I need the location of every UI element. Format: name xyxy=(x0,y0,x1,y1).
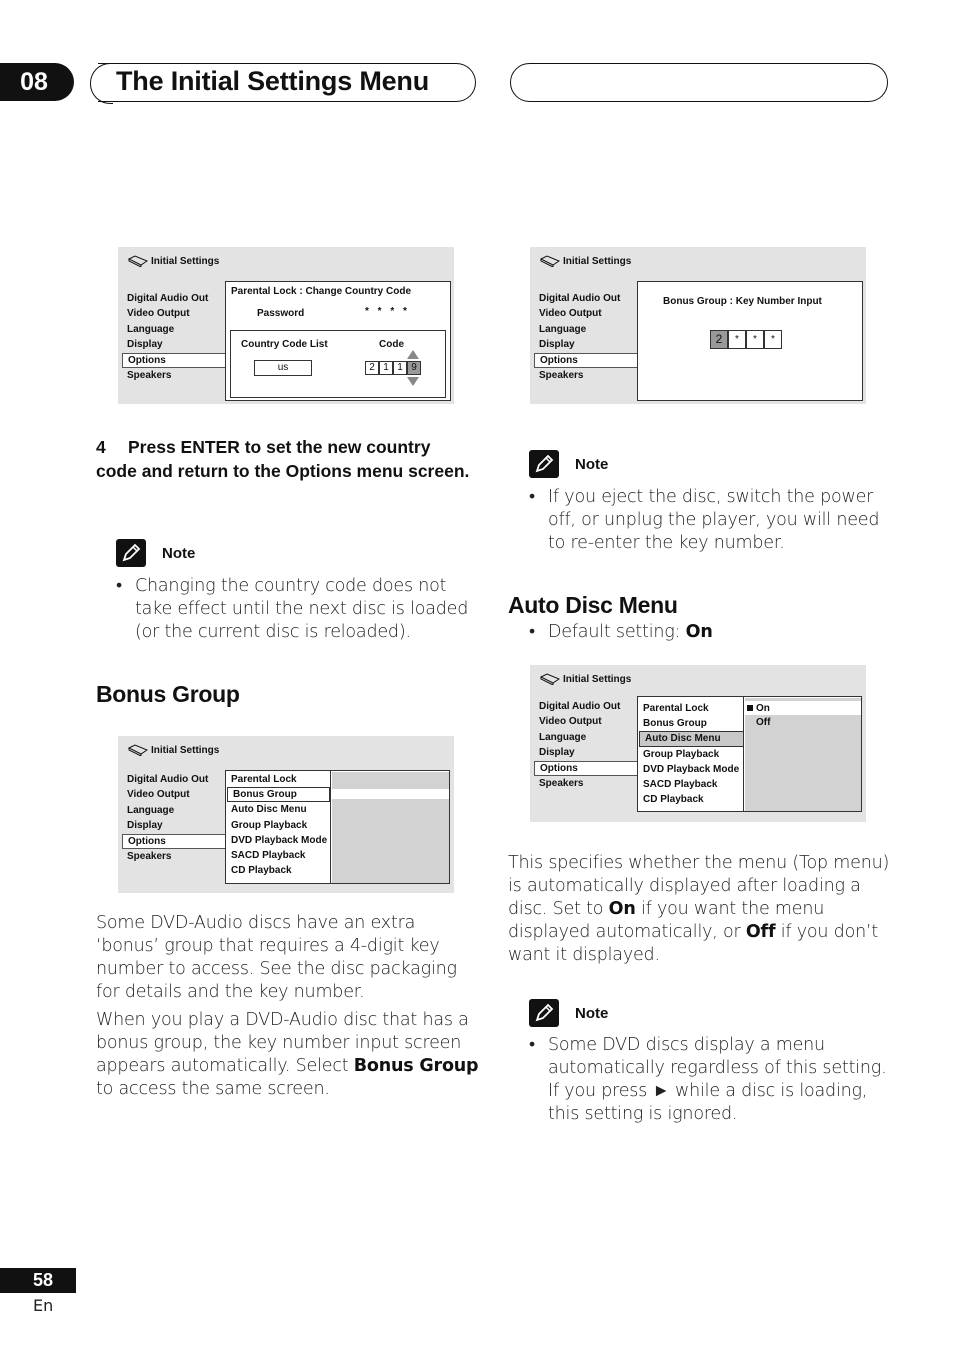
dialog-heading: Bonus Group : Key Number Input xyxy=(663,296,822,307)
submenu-item-selected[interactable]: Auto Disc Menu xyxy=(639,731,744,746)
menu-item[interactable]: Display xyxy=(127,820,163,832)
menu-item[interactable]: Digital Audio Out xyxy=(539,293,621,304)
disc-icon xyxy=(540,255,560,267)
panel-title: Initial Settings xyxy=(128,255,219,267)
key-number-dialog xyxy=(637,281,863,401)
bonus-group-paragraph-1: Some DVD-Audio discs have an extra ‘bonus’ group that requires a 4-digit key number to access. See the disc packaging for details and the key number. xyxy=(96,913,457,1002)
menu-item[interactable]: Speakers xyxy=(127,850,172,862)
disc-icon xyxy=(540,673,560,685)
options-submenu xyxy=(225,770,331,884)
default-setting: • Default setting: On xyxy=(529,622,713,642)
settings-menu xyxy=(122,291,226,383)
dialog-heading: Parental Lock : Change Country Code xyxy=(231,286,412,297)
menu-item[interactable]: Digital Audio Out xyxy=(127,293,209,304)
submenu-item[interactable]: Bonus Group xyxy=(643,718,707,730)
menu-item[interactable]: Digital Audio Out xyxy=(127,774,209,785)
options-value-panel xyxy=(330,770,450,884)
submenu-item[interactable]: SACD Playback xyxy=(643,778,718,790)
code-label: Code xyxy=(379,339,404,350)
menu-item[interactable]: Digital Audio Out xyxy=(539,701,621,712)
key-digit[interactable]: * xyxy=(746,330,764,349)
country-code-box xyxy=(230,330,446,398)
submenu-item[interactable]: SACD Playback xyxy=(231,849,306,861)
play-icon: ► xyxy=(652,1081,670,1101)
menu-item-selected[interactable]: Options xyxy=(122,353,226,368)
key-digit[interactable]: * xyxy=(764,330,782,349)
note-1-header: Note xyxy=(116,539,195,567)
menu-item[interactable]: Speakers xyxy=(127,369,172,381)
note-2-header: Note xyxy=(529,450,608,478)
note-1-bullet: • Changing the country code does not take effect until the next disc is loaded (or the current disc is reloaded). xyxy=(116,576,469,642)
submenu-item[interactable]: DVD Playback Mode xyxy=(643,763,740,775)
page-number: 58 xyxy=(0,1268,76,1293)
pencil-icon xyxy=(529,999,559,1027)
selected-square-icon xyxy=(747,705,753,711)
auto-disc-menu-heading: Auto Disc Menu xyxy=(508,592,678,618)
note-3-header: Note xyxy=(529,999,608,1027)
chapter-number: 08 xyxy=(20,67,48,96)
submenu-item[interactable]: Group Playback xyxy=(231,819,308,831)
options-value-panel xyxy=(743,696,862,812)
pencil-icon xyxy=(116,539,146,567)
pencil-icon xyxy=(529,450,559,478)
password-mask: * * * * xyxy=(365,306,410,317)
country-select[interactable]: us xyxy=(254,360,312,376)
menu-item[interactable]: Language xyxy=(127,323,175,335)
submenu-item[interactable]: CD Playback xyxy=(643,794,704,806)
code-digit[interactable]: 1 xyxy=(393,361,407,375)
panel-title: Initial Settings xyxy=(540,255,631,267)
submenu-item[interactable]: Parental Lock xyxy=(231,774,297,785)
note-3-bullet: • Some DVD discs display a menu automatically regardless of this setting. If you press ► while a disc is loading, this setting is ignored. xyxy=(529,1035,887,1124)
menu-item[interactable]: Video Output xyxy=(539,308,602,320)
disc-icon xyxy=(128,744,148,756)
submenu-item[interactable]: Auto Disc Menu xyxy=(231,804,307,816)
panel-title: Initial Settings xyxy=(540,673,631,685)
chapter-badge xyxy=(0,63,74,101)
highlight-bar xyxy=(331,789,449,799)
step-text: Press ENTER to set the new country code and return to the Options menu screen. xyxy=(96,437,470,481)
settings-menu xyxy=(534,699,638,791)
key-digit[interactable]: * xyxy=(728,330,746,349)
menu-item[interactable]: Display xyxy=(127,339,163,351)
password-label: Password xyxy=(257,308,305,319)
auto-disc-paragraph: This specifies whether the menu (Top menu) is automatically displayed after loading a disc. Set to On if you want the menu displayed automatically, or Off if you don’t want it displayed. xyxy=(508,853,890,965)
menu-item[interactable]: Video Output xyxy=(539,716,602,728)
country-list-label: Country Code List xyxy=(241,339,328,350)
menu-item[interactable]: Language xyxy=(127,804,175,816)
submenu-item-selected[interactable]: Bonus Group xyxy=(227,787,330,802)
code-digit-active[interactable]: 9 xyxy=(407,361,421,375)
settings-menu xyxy=(534,291,638,383)
page-title: The Initial Settings Menu xyxy=(116,66,430,96)
country-code-dialog xyxy=(225,281,451,401)
header-empty-frame xyxy=(510,63,888,102)
menu-item[interactable]: Display xyxy=(539,339,575,351)
screen-bonus-group xyxy=(118,736,454,893)
key-digits xyxy=(710,330,782,349)
disc-icon xyxy=(128,255,148,267)
menu-item[interactable]: Video Output xyxy=(127,308,190,320)
submenu-item[interactable]: CD Playback xyxy=(231,865,292,877)
submenu-item[interactable]: DVD Playback Mode xyxy=(231,834,328,846)
step-number: 4 xyxy=(96,437,106,457)
submenu-item[interactable]: Parental Lock xyxy=(643,703,709,714)
options-submenu xyxy=(637,696,745,812)
option-on[interactable]: On xyxy=(744,701,861,715)
settings-menu xyxy=(122,772,226,864)
bonus-group-heading: Bonus Group xyxy=(96,681,240,707)
menu-item[interactable]: Language xyxy=(539,731,587,743)
note-2-bullet: • If you eject the disc, switch the power off, or unplug the player, you will need to re-enter the key number. xyxy=(529,487,880,553)
panel-title: Initial Settings xyxy=(128,744,219,756)
code-digit[interactable]: 1 xyxy=(379,361,393,375)
screen-auto-disc-menu xyxy=(530,665,866,822)
menu-item-selected[interactable]: Options xyxy=(534,761,638,776)
screen-change-country-code xyxy=(118,247,454,404)
submenu-item[interactable]: Group Playback xyxy=(643,748,720,760)
menu-item[interactable]: Speakers xyxy=(539,777,584,789)
step-4 xyxy=(96,436,476,483)
menu-item[interactable]: Video Output xyxy=(127,789,190,801)
code-digit[interactable]: 2 xyxy=(365,361,379,375)
up-down-arrow-icon[interactable] xyxy=(406,349,420,387)
menu-item-selected[interactable]: Options xyxy=(122,834,226,849)
screen-key-number-input xyxy=(530,247,866,404)
menu-item[interactable]: Language xyxy=(539,323,587,335)
menu-item[interactable]: Display xyxy=(539,747,575,759)
key-digit-active[interactable]: 2 xyxy=(710,330,728,349)
page-language: En xyxy=(33,1296,54,1315)
menu-item-selected[interactable]: Options xyxy=(534,353,638,368)
option-off[interactable]: Off xyxy=(756,717,771,728)
menu-item[interactable]: Speakers xyxy=(539,369,584,381)
bonus-group-paragraph-2: When you play a DVD-Audio disc that has a bonus group, the key number input screen appears automatically. Select Bonus Group to access the same screen. xyxy=(96,1010,479,1099)
